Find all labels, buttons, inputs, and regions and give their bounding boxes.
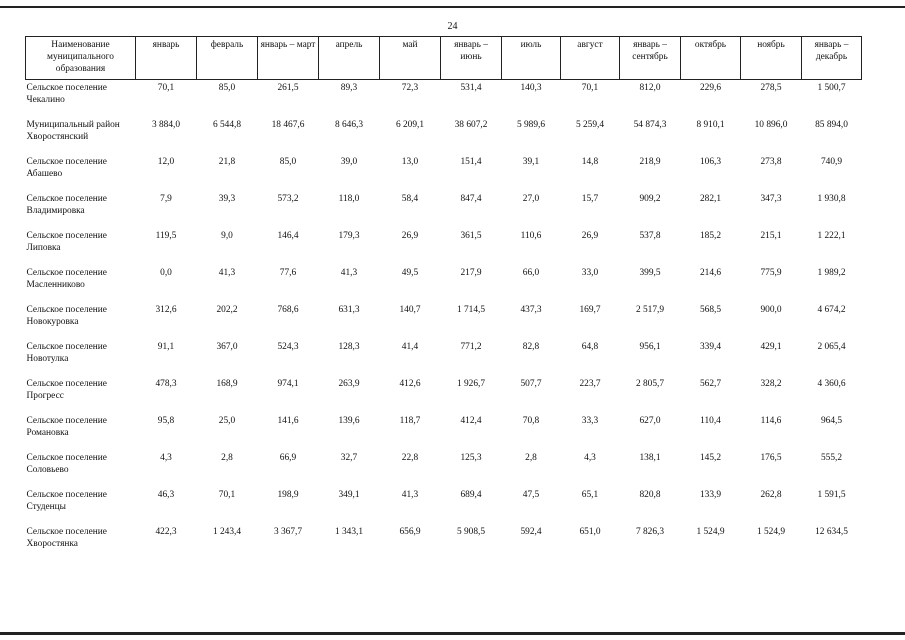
value-cell: 1 989,2 [817, 268, 846, 278]
value-cell: 347,3 [760, 194, 782, 204]
value-cell: 10 896,0 [754, 120, 788, 130]
value-cell: 909,2 [639, 194, 661, 204]
table-row [26, 450, 862, 487]
value-cell: 367,0 [216, 342, 238, 352]
value-cell: 25,0 [218, 416, 236, 426]
value-cell: 437,3 [520, 305, 542, 315]
value-cell: 1 714,5 [456, 305, 486, 315]
value-cell: 146,4 [277, 231, 299, 241]
table-body [26, 80, 862, 562]
value-cell: 412,4 [460, 416, 482, 426]
value-cell: 775,9 [760, 268, 782, 278]
value-cell: 54 874,3 [633, 120, 667, 130]
value-cell: 771,2 [460, 342, 482, 352]
value-cell: 22,8 [401, 453, 419, 463]
value-cell: 399,5 [639, 268, 661, 278]
value-cell: 278,5 [760, 83, 782, 93]
value-cell: 91,1 [157, 342, 175, 352]
table-row [26, 339, 862, 376]
value-cell: 85 894,0 [815, 120, 848, 130]
value-cell: 1 524,9 [756, 527, 786, 537]
column-header-period: апрель [319, 37, 380, 80]
value-cell: 0,0 [160, 268, 172, 278]
column-header-period: январь – сентябрь [620, 37, 681, 80]
page-number: 24 [447, 21, 458, 32]
value-cell: 128,3 [338, 342, 360, 352]
value-cell: 12,0 [157, 157, 175, 167]
table-row [26, 376, 862, 413]
value-cell: 70,1 [581, 83, 599, 93]
value-cell: 689,4 [460, 490, 482, 500]
value-cell: 217,9 [460, 268, 482, 278]
value-cell: 64,8 [581, 342, 599, 352]
value-cell: 3 367,7 [273, 527, 303, 537]
value-cell: 32,7 [340, 453, 358, 463]
value-cell: 631,3 [338, 305, 360, 315]
value-cell: 18 467,6 [271, 120, 305, 130]
value-cell: 229,6 [699, 83, 722, 93]
value-cell: 5 989,6 [516, 120, 546, 130]
value-cell: 740,9 [820, 157, 843, 167]
value-cell: 956,1 [639, 342, 661, 352]
value-cell: 39,1 [522, 157, 540, 167]
value-cell: 2 805,7 [635, 379, 665, 389]
value-cell: 478,3 [155, 379, 177, 389]
value-cell: 820,8 [639, 490, 661, 500]
value-cell: 4 674,2 [817, 305, 846, 315]
value-cell: 3 884,0 [151, 120, 181, 130]
value-cell: 361,5 [460, 231, 482, 241]
value-cell: 77,6 [279, 268, 297, 278]
value-cell: 2 517,9 [635, 305, 665, 315]
value-cell: 66,9 [279, 453, 297, 463]
value-cell: 562,7 [699, 379, 722, 389]
table-row [26, 80, 862, 118]
value-cell: 531,4 [460, 83, 482, 93]
value-cell: 110,6 [520, 231, 542, 241]
value-cell: 106,3 [699, 157, 722, 167]
value-cell: 70,8 [522, 416, 540, 426]
value-cell: 7,9 [160, 194, 172, 204]
value-cell: 140,3 [520, 83, 542, 93]
value-cell: 1 926,7 [456, 379, 486, 389]
value-cell: 14,8 [581, 157, 599, 167]
value-cell: 49,5 [401, 268, 419, 278]
value-cell: 141,6 [277, 416, 299, 426]
value-cell: 349,1 [338, 490, 360, 500]
table-row [26, 413, 862, 450]
value-cell: 900,0 [760, 305, 782, 315]
value-cell: 72,3 [401, 83, 419, 93]
municipality-name-cell: Сельское поселение Владимировка [26, 194, 107, 216]
column-header-period: май [380, 37, 441, 80]
value-cell: 9,0 [221, 231, 233, 241]
value-cell: 656,9 [399, 527, 421, 537]
value-cell: 223,7 [579, 379, 601, 389]
value-cell: 185,2 [699, 231, 722, 241]
value-cell: 651,0 [579, 527, 601, 537]
municipality-name-cell: Сельское поселение Романовка [26, 416, 107, 438]
value-cell: 215,1 [760, 231, 782, 241]
value-cell: 5 908,5 [456, 527, 486, 537]
value-cell: 114,6 [760, 416, 782, 426]
municipality-name-cell: Сельское поселение Соловьево [26, 453, 107, 475]
municipality-name-cell: Сельское поселение Прогресс [26, 379, 107, 401]
value-cell: 627,0 [639, 416, 661, 426]
value-cell: 66,0 [522, 268, 540, 278]
value-cell: 139,6 [338, 416, 360, 426]
value-cell: 1 222,1 [817, 231, 846, 241]
value-cell: 273,8 [760, 157, 782, 167]
value-cell: 138,1 [639, 453, 661, 463]
value-cell: 2,8 [221, 453, 233, 463]
value-cell: 41,4 [401, 342, 419, 352]
column-header-period: ноябрь [741, 37, 802, 80]
value-cell: 119,5 [155, 231, 177, 241]
value-cell: 145,2 [699, 453, 722, 463]
table-row [26, 265, 862, 302]
column-header-period: июль [502, 37, 561, 80]
value-cell: 133,9 [699, 490, 722, 500]
value-cell: 263,9 [338, 379, 360, 389]
column-header-period: февраль [197, 37, 258, 80]
value-cell: 847,4 [460, 194, 482, 204]
table-row [26, 524, 862, 561]
municipality-name-cell: Сельское поселение Абашево [26, 157, 107, 179]
value-cell: 41,3 [218, 268, 236, 278]
value-cell: 89,3 [340, 83, 358, 93]
value-cell: 47,5 [522, 490, 540, 500]
municipality-name-cell: Сельское поселение Студенцы [26, 490, 107, 512]
municipality-name-cell: Сельское поселение Липовка [26, 231, 107, 253]
value-cell: 974,1 [277, 379, 299, 389]
value-cell: 8 910,1 [696, 120, 725, 130]
value-cell: 39,3 [218, 194, 236, 204]
value-cell: 85,0 [218, 83, 236, 93]
value-cell: 26,9 [401, 231, 419, 241]
value-cell: 41,3 [340, 268, 358, 278]
value-cell: 125,3 [460, 453, 482, 463]
value-cell: 15,7 [581, 194, 599, 204]
value-cell: 176,5 [760, 453, 782, 463]
value-cell: 41,3 [401, 490, 419, 500]
value-cell: 169,7 [579, 305, 601, 315]
value-cell: 1 500,7 [817, 83, 846, 93]
value-cell: 4 360,6 [817, 379, 846, 389]
value-cell: 65,1 [581, 490, 599, 500]
municipality-name-cell: Сельское поселение Хворостянка [26, 527, 107, 549]
value-cell: 1 524,9 [696, 527, 725, 537]
column-header-period: январь – март [258, 37, 319, 80]
value-cell: 140,7 [399, 305, 421, 315]
table-row [26, 154, 862, 191]
value-cell: 573,2 [277, 194, 299, 204]
table-row [26, 302, 862, 339]
column-header-name: Наименование муниципального образования [26, 37, 136, 80]
value-cell: 592,4 [520, 527, 542, 537]
value-cell: 412,6 [399, 379, 421, 389]
value-cell: 214,6 [699, 268, 722, 278]
value-cell: 507,7 [520, 379, 542, 389]
municipality-name-cell: Сельское поселение Чекалино [26, 83, 107, 105]
value-cell: 4,3 [160, 453, 172, 463]
value-cell: 21,8 [218, 157, 236, 167]
value-cell: 38 607,2 [454, 120, 488, 130]
value-cell: 524,3 [277, 342, 299, 352]
value-cell: 312,6 [155, 305, 177, 315]
value-cell: 27,0 [522, 194, 540, 204]
value-cell: 179,3 [338, 231, 360, 241]
municipality-name-cell: Муниципальный район Хворостянский [26, 120, 120, 142]
value-cell: 328,2 [760, 379, 782, 389]
value-cell: 168,9 [216, 379, 238, 389]
value-cell: 1 243,4 [212, 527, 242, 537]
value-cell: 422,3 [155, 527, 177, 537]
value-cell: 964,5 [820, 416, 843, 426]
municipality-name-cell: Сельское поселение Новотулка [26, 342, 107, 364]
bottom-rule [0, 632, 905, 635]
column-header-period: октябрь [681, 37, 741, 80]
value-cell: 202,2 [216, 305, 238, 315]
value-cell: 262,8 [760, 490, 782, 500]
value-cell: 110,4 [700, 416, 721, 426]
column-header-period: январь [136, 37, 197, 80]
value-cell: 85,0 [279, 157, 297, 167]
value-cell: 33,0 [581, 268, 599, 278]
column-header-period: январь – декабрь [802, 37, 862, 80]
value-cell: 537,8 [639, 231, 661, 241]
value-cell: 26,9 [581, 231, 599, 241]
value-cell: 5 259,4 [575, 120, 605, 130]
value-cell: 198,9 [277, 490, 299, 500]
value-cell: 13,0 [401, 157, 419, 167]
value-cell: 261,5 [277, 83, 299, 93]
value-cell: 2,8 [525, 453, 537, 463]
table-row [26, 487, 862, 524]
value-cell: 768,6 [277, 305, 299, 315]
value-cell: 555,2 [820, 453, 843, 463]
value-cell: 46,3 [157, 490, 175, 500]
value-cell: 1 591,5 [817, 490, 846, 500]
statistics-table [25, 36, 862, 561]
value-cell: 4,3 [584, 453, 596, 463]
value-cell: 70,1 [157, 83, 175, 93]
value-cell: 95,8 [157, 416, 175, 426]
value-cell: 8 646,3 [334, 120, 364, 130]
value-cell: 1 930,8 [817, 194, 846, 204]
municipality-name-cell: Сельское поселение Новокуровка [26, 305, 107, 327]
value-cell: 70,1 [218, 490, 236, 500]
value-cell: 568,5 [699, 305, 722, 315]
value-cell: 429,1 [760, 342, 782, 352]
value-cell: 7 826,3 [635, 527, 665, 537]
value-cell: 39,0 [340, 157, 358, 167]
value-cell: 812,0 [639, 83, 661, 93]
column-header-period: январь – июнь [441, 37, 502, 80]
value-cell: 218,9 [639, 157, 661, 167]
column-header-period: август [561, 37, 620, 80]
value-cell: 6 544,8 [212, 120, 242, 130]
table-row [26, 117, 862, 154]
value-cell: 118,0 [338, 194, 360, 204]
table-row [26, 228, 862, 265]
value-cell: 2 065,4 [817, 342, 846, 352]
value-cell: 339,4 [699, 342, 722, 352]
top-rule [0, 6, 905, 8]
table-header-row [26, 37, 862, 80]
value-cell: 151,4 [460, 157, 482, 167]
value-cell: 58,4 [401, 194, 419, 204]
value-cell: 282,1 [699, 194, 722, 204]
municipality-name-cell: Сельское поселение Масленниково [26, 268, 107, 290]
value-cell: 12 634,5 [815, 527, 848, 537]
value-cell: 82,8 [522, 342, 540, 352]
table-row [26, 191, 862, 228]
value-cell: 1 343,1 [334, 527, 364, 537]
value-cell: 6 209,1 [395, 120, 425, 130]
value-cell: 118,7 [399, 416, 421, 426]
value-cell: 33,3 [581, 416, 599, 426]
